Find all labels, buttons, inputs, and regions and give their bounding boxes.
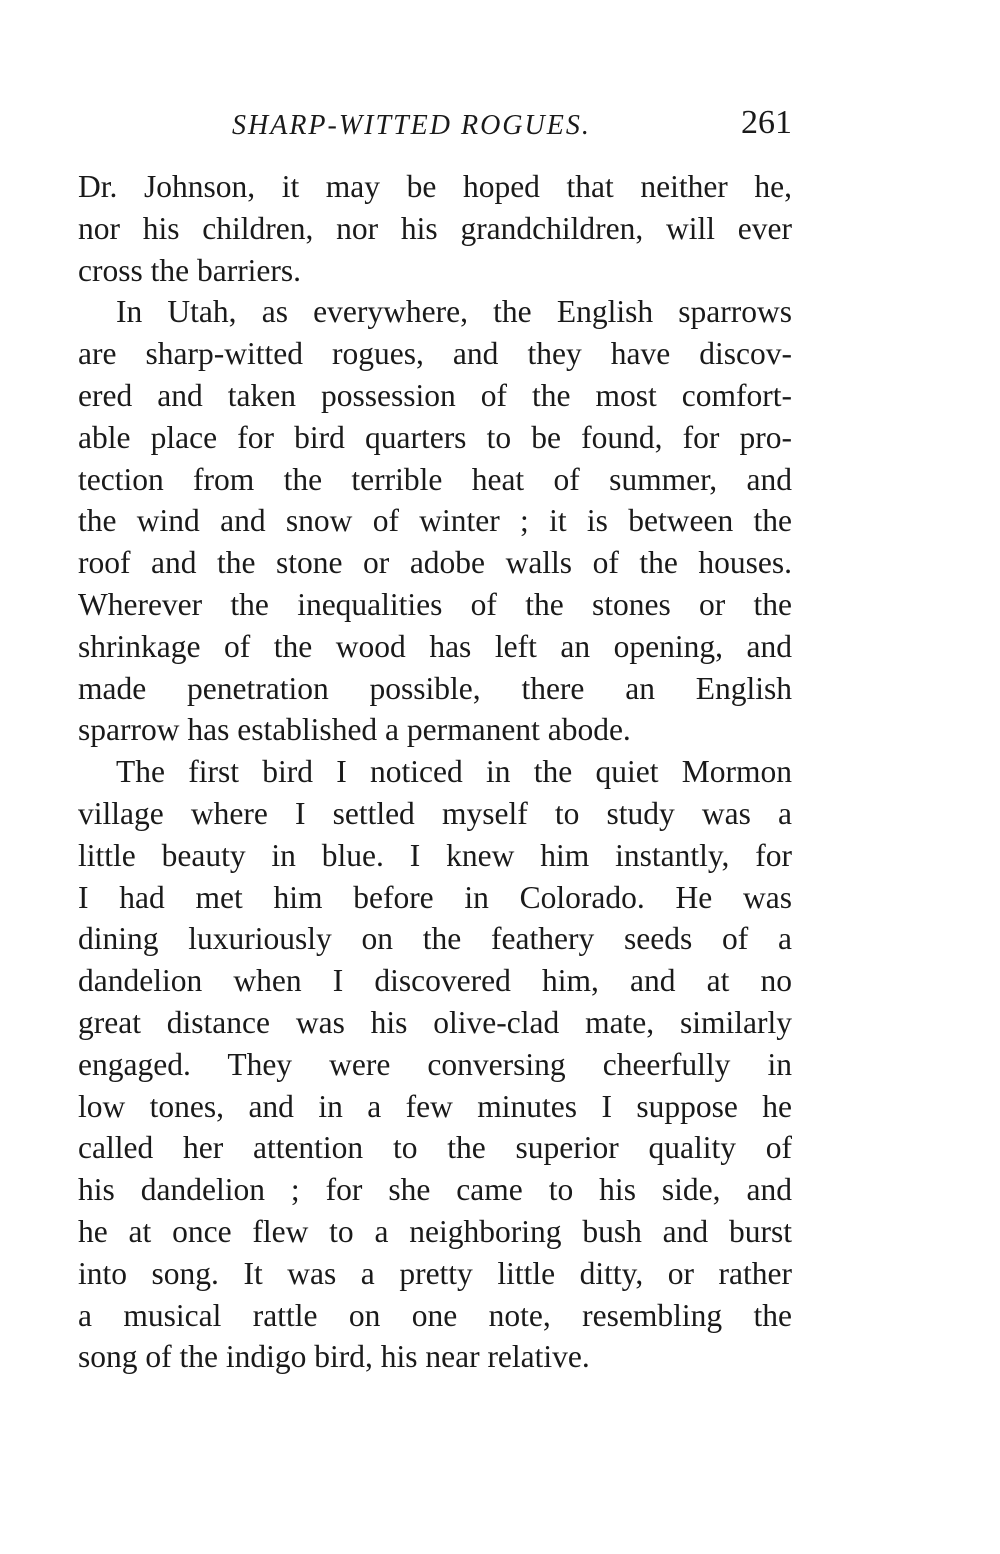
text-line: nor his children, nor his grandchildren, will ever — [78, 210, 792, 246]
text-line: able place for bird quarters to be found, for pro- — [78, 419, 792, 455]
body-text — [78, 166, 792, 1378]
text-line: called her attention to the superior quality of — [78, 1130, 792, 1166]
text-line: his dandelion ; for she came to his side, and — [78, 1172, 792, 1208]
text-line: tection from the terrible heat of summer, and — [78, 461, 792, 497]
text-line: Wherever the inequalities of the stones or the — [78, 586, 792, 622]
text-line: dining luxuriously on the feathery seeds of a — [78, 921, 792, 957]
text-line: low tones, and in a few minutes I suppose he — [78, 1088, 792, 1124]
text-line: little beauty in blue. I knew him instantly, for — [78, 837, 792, 873]
text-line: dandelion when I discovered him, and at no — [78, 963, 792, 999]
text-line: are sharp-witted rogues, and they have discov- — [78, 336, 792, 372]
running-head — [78, 104, 792, 148]
text-line: cross the barriers. — [78, 252, 302, 288]
text-line: engaged. They were conversing cheerfully in — [78, 1046, 792, 1082]
text-line: the wind and snow of winter ; it is between the — [78, 503, 792, 539]
text-line: ered and taken possession of the most comfort- — [78, 377, 792, 413]
text-line: roof and the stone or adobe walls of the houses. — [78, 545, 792, 581]
running-title: SHARP-WITTED ROGUES. — [232, 110, 591, 141]
text-line: into song. It was a pretty little ditty, or rather — [78, 1255, 792, 1291]
text-line: village where I settled myself to study was a — [78, 795, 792, 831]
text-line: made penetration possible, there an English — [78, 670, 792, 706]
text-line: Dr. Johnson, it may be hoped that neither he, — [78, 169, 792, 204]
text-line: great distance was his olive-clad mate, similarly — [78, 1004, 792, 1040]
text-line: The first bird I noticed in the quiet Mormon — [116, 754, 792, 790]
text-line: In Utah, as everywhere, the English sparrows — [116, 294, 792, 330]
text-line: shrinkage of the wood has left an opening, and — [78, 628, 792, 664]
text-line: I had met him before in Colorado. He was — [78, 879, 792, 915]
text-line: sparrow has established a permanent abode. — [78, 712, 631, 748]
text-line: a musical rattle on one note, resembling the — [78, 1297, 792, 1333]
text-line: he at once flew to a neighboring bush and burst — [78, 1213, 792, 1249]
page-number: 261 — [741, 104, 792, 141]
text-line: song of the indigo bird, his near relative. — [78, 1339, 590, 1375]
